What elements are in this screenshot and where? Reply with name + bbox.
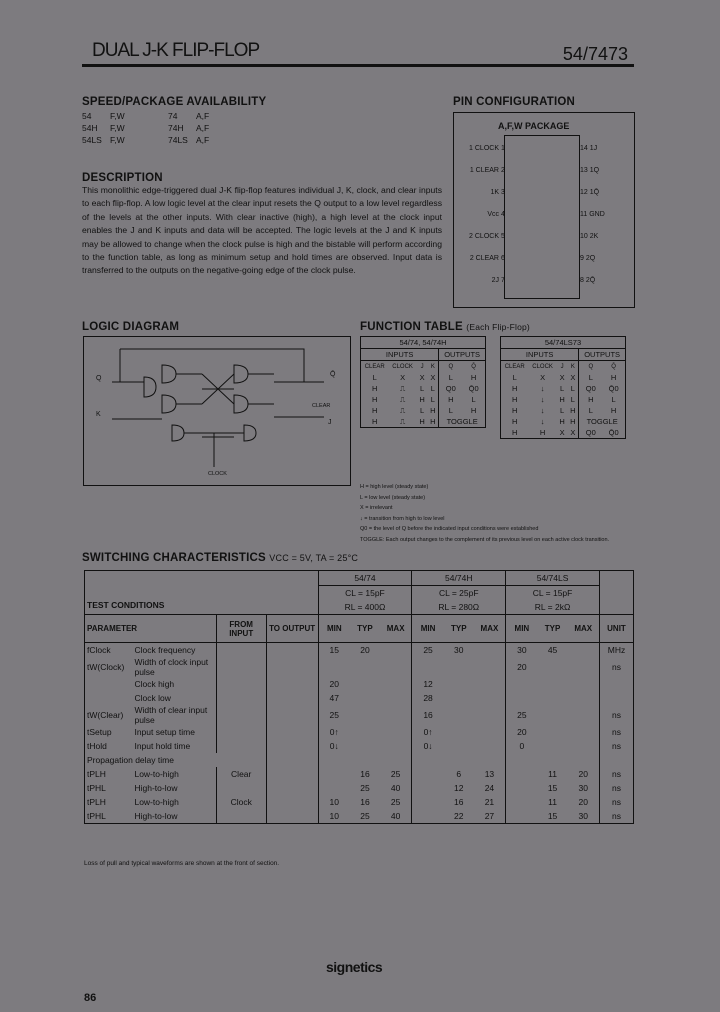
function-table-left: 54/74, 54/74H INPUTS OUTPUTS CLEAR CLOCK J K Q Q̄ L X X X L H H ⎍ L L Q0 Q̄0 H ⎍ H L H L H ⎍ L H L H H ⎍ H H TOGGLE [360, 336, 486, 428]
logic-heading: LOGIC DIAGRAM [82, 321, 180, 333]
ft-row: H ↓ L L Q0 Q̄0 [512, 384, 619, 393]
ft-row: H ↓ H L H L [512, 395, 616, 404]
description-section [82, 172, 442, 278]
nand-gate [244, 425, 256, 441]
logic-diagram [83, 336, 351, 486]
pin-left-1: 1 CLOCK 1 [469, 145, 505, 152]
switching-table: TEST CONDITIONS 54/74 54/74H 54/74LS CL = 15pF CL = 25pF CL = 15pF RL = 400Ω RL = 280Ω RL = 2kΩ PARAMETER FROM INPUT TO OUTPUT MIN TYP MAX MIN TYP MAX MIN TYP MAX UNIT fClock Clock frequency 15 20 25 30 30 45 MHz tW(Clock) Width of clock input pulse 20 ns Clock high 20 12 Clock low 47 28 tW(Clear) Width of clear input pulse 25 16 25 ns tSetup Input setup time 0↑ 0↑ 20 ns tHold Input hold time 0↓ 0↓ 0 ns Propagation delay time tPLH Low-to-high Clear 16 25 6 13 11 20 ns tPHL High-to-low 25 40 12 24 15 30 ns tPLH Low-to-high Clock 10 16 25 16 21 11 20 ns tPHL High-to-low 10 25 40 22 27 15 30 ns [84, 570, 634, 824]
availability-heading: SPEED/PACKAGE AVAILABILITY [82, 96, 267, 108]
logic-diagram-svg [84, 337, 350, 485]
availability-row: 54LS F,W 74LS A,F [82, 135, 210, 145]
ft-row: L X X X L H [512, 373, 617, 382]
function-table-heading: FUNCTION TABLE (Each Flip-Flop) [360, 321, 530, 333]
availability-row: 54H F,W 74H A,F [82, 123, 210, 133]
switching-body [85, 643, 634, 824]
pin-right-10: 10 2K [580, 233, 599, 240]
pin-left-6: 2 CLEAR 6 [469, 255, 505, 262]
logic-heading-wrap [82, 321, 179, 333]
pin-right-8: 8 2Q̄ [580, 277, 596, 284]
pin-right-12: 12 1Q̄ [580, 189, 600, 196]
label-clear: CLEAR [312, 403, 331, 409]
footnote: Loss of pull and typical waveforms are shown at the front of section. [84, 860, 280, 867]
pin-left-4: Vcc 4 [487, 211, 505, 218]
switching-row: Clock high 20 12 [85, 677, 634, 691]
part-number: 54/7473 [562, 44, 628, 64]
ft-row: H ⎍ H L H L [372, 394, 476, 404]
logic-wire [120, 349, 304, 467]
pin-left-2: 1 CLEAR 2 [469, 167, 505, 174]
switching-row: tPLH Low-to-high Clear 16 25 6 13 11 20 ns [87, 769, 621, 779]
pin-config-heading-wrap [453, 96, 575, 108]
page-number: 86 [84, 992, 97, 1004]
nand-gate [234, 395, 248, 413]
pin-configuration-box [453, 112, 635, 308]
switching-row: Clock low 47 28 [85, 691, 634, 705]
ft-row: H ⎍ H H TOGGLE [372, 416, 478, 426]
switching-row: tPHL High-to-low 10 25 40 22 27 15 30 ns [85, 809, 634, 824]
pin-left-7: 2J 7 [491, 277, 505, 284]
switching-row: tHold Input hold time 0↓ 0↓ 0 ns [87, 741, 621, 751]
doc-title: DUAL J-K FLIP-FLOP [92, 40, 260, 61]
ft-row: H ⎍ L H L H [372, 405, 477, 415]
ic-package-outline [504, 135, 580, 299]
function-table-right: 54/74LS73 INPUTS OUTPUTS CLEAR CLOCK J K Q Q̄ L X X X L H H ↓ L L Q0 Q̄0 H ↓ H L H L H ↓ L H L H H ↓ H H TOGGLE H H X X Q0 Q̄0 [500, 336, 626, 439]
label-qbar: Q̄ [330, 371, 336, 378]
pin-right-13: 13 1Q [580, 167, 600, 174]
ft-left-title: 54/74, 54/74H [361, 337, 485, 349]
switching-row: tW(Clear) Width of clear input pulse 25 16 25 ns [87, 705, 621, 725]
nand-gate [172, 425, 184, 441]
pin-right-14: 14 1J [580, 145, 598, 152]
function-table-heading-wrap [360, 321, 530, 333]
label-k: K [96, 411, 101, 418]
nand-gate [162, 365, 176, 383]
switching-row: tPHL High-to-low 25 40 12 24 15 30 ns [87, 783, 621, 793]
ft-row: L X X X L H [372, 373, 477, 382]
switching-heading: SWITCHING CHARACTERISTICS VCC = 5V, TA = 25°C [82, 552, 359, 564]
label-q: Q [96, 375, 102, 382]
switching-row: tPLH Low-to-high Clock 10 16 25 16 21 11 20 ns [87, 797, 621, 807]
package-label: A,F,W PACKAGE [498, 121, 570, 131]
function-table-notes: H = high level (steady state) L = low level (steady state) X = irrelevant ↓ = transition from high to low level Q0 = the level of Q before the indicated input conditions were established TOGGLE: Each output changes to the complement of its previous level on each active clock transition. [360, 484, 610, 543]
label-j: J [328, 419, 332, 426]
description-heading: DESCRIPTION [82, 172, 163, 184]
availability-row: 54 F,W 74 A,F [82, 111, 210, 121]
pin-right-9: 9 2Q [580, 255, 596, 262]
ft-row: H H X X Q0 Q̄0 [512, 428, 619, 437]
description-text: This monolithic edge-triggered dual J-K flip-flop features individual J, K, clock, and clear inputs to each flip-flop. A low logic level at the clear input resets the Q output to a low level regardless of the levels at the other inputs. With clear inactive (high), a high level at the clock input enables the J and K inputs and data will be accepted. The logic levels at the J and K inputs may be allowed to change when the clock pulse is high and the bistable will perform according to the function table, as long as minimum setup and hold times are observed. Input data is transferred to the outputs on the negative-going edge of the clock pulse. [82, 185, 442, 276]
ft-row: H ↓ L H L H [512, 406, 617, 415]
ft-right-title: 54/74LS73 [501, 337, 625, 349]
pin-right-11: 11 GND [580, 211, 605, 218]
test-conditions-label: TEST CONDITIONS [85, 571, 319, 615]
switching-heading-wrap [82, 552, 358, 564]
switching-row: tSetup Input setup time 0↑ 0↑ 20 ns [87, 727, 621, 737]
nand-gate [162, 395, 176, 413]
ft-row: H ⎍ L L Q0 Q̄0 [372, 383, 479, 393]
ft-outputs-label: OUTPUTS [439, 349, 485, 361]
label-clock: CLOCK [208, 471, 227, 477]
ft-inputs-label: INPUTS [361, 349, 439, 361]
switching-row: tW(Clock) Width of clock input pulse 20 ns [87, 657, 621, 677]
nand-gate [234, 365, 248, 383]
signetics-logo: signetics [326, 959, 383, 975]
pin-config-heading: PIN CONFIGURATION [453, 96, 576, 108]
pin-left-5: 2 CLOCK 5 [469, 233, 505, 240]
switching-row: fClock Clock frequency 15 20 25 30 30 45 MHz [85, 643, 634, 658]
ft-row: H ↓ H H TOGGLE [512, 417, 618, 426]
switching-row: Propagation delay time [85, 753, 634, 767]
pin-left-3: 1K 3 [490, 189, 505, 196]
nand-gate [144, 377, 156, 397]
availability-section [82, 96, 266, 146]
